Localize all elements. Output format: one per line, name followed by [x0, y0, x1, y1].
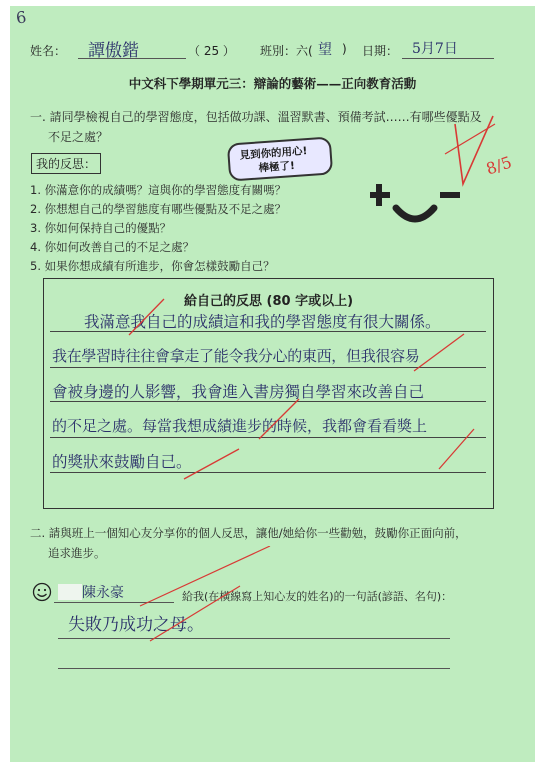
reflection-label: 我的反思：: [31, 153, 101, 174]
date-value: 5月7日: [412, 41, 458, 57]
date-label: 日期：: [362, 44, 399, 58]
class-value: 望: [318, 42, 332, 58]
answer-line-1: 我滿意我自己的成績這和我的學習態度有很大關係。: [84, 313, 441, 331]
teacher-section2-strokes: [130, 546, 310, 646]
stamp-line1: 見到你的用心!: [239, 145, 308, 162]
quote-line-2: [58, 668, 450, 669]
question-4: 4. 你如何改善自己的不足之處？: [30, 240, 195, 254]
question-1: 1. 你滿意你的成績嗎？這與你的學習態度有關嗎？: [30, 183, 287, 197]
section1-prompt-line1: 一. 請同學檢視自己的學習態度，包括做功課、溫習默書、預備考試……有哪些優點及: [30, 110, 482, 124]
answer-box-title: 給自己的反思 (80 字或以上): [183, 294, 354, 309]
answer-line-3: 會被身邊的人影響，我會進入書房獨自學習來改善自己: [52, 383, 425, 401]
plus-minus-face-icon: [370, 174, 470, 234]
page-title: 中文科下學期單元三：辯論的藝術——正向教育活動: [128, 76, 417, 91]
question-2: 2. 你想想自己的學習態度有哪些優點及不足之處？: [30, 202, 287, 216]
redaction-mark: [58, 584, 82, 600]
student-name: 譚傲鍇: [88, 41, 139, 61]
stamp-line2: 棒極了!: [258, 159, 296, 175]
answer-line-2: 我在學習時往往會拿走了能令我分心的東西，但我很容易: [52, 347, 420, 365]
question-5: 5. 如果你想成績有所進步，你會怎樣鼓勵自己？: [30, 259, 275, 273]
class-close: ): [342, 42, 347, 56]
worksheet: [10, 6, 535, 762]
reflection-answer-box: [43, 278, 494, 509]
answer-line-5: 的獎狀來鼓勵自己。: [52, 453, 192, 471]
date-underline: [402, 58, 494, 59]
section1-prompt-line2: 不足之處？: [48, 130, 109, 144]
corner-mark: 6: [14, 7, 28, 28]
friend-quote: 失敗乃成功之母。: [68, 615, 204, 635]
teacher-stamp: [227, 136, 333, 181]
class-number: （ 25 ）: [188, 44, 235, 58]
answer-line-4: 的不足之處。每當我想成績進步的時候，我都會看看獎上: [52, 417, 428, 435]
teacher-marking-strokes: [44, 279, 493, 508]
friend-name: 陳永豪: [82, 585, 124, 601]
smiley-face-icon: [32, 582, 52, 602]
name-underline: [78, 58, 186, 59]
class-label: 班別：六(: [260, 44, 313, 58]
question-3: 3. 你如何保持自己的優點？: [30, 221, 172, 235]
name-label: 姓名：: [30, 44, 67, 58]
section2-prompt-line2: 追求進步。: [48, 546, 106, 560]
give-me-text: 給我(在橫線寫上知心友的姓名)的一句話(諺語、名句)：: [182, 590, 453, 603]
teacher-score: 8/5: [483, 152, 515, 179]
section2-prompt-line1: 二. 請與班上一個知心友分享你的個人反思，讓他/她給你一些勸勉，鼓勵你正面向前，: [30, 526, 467, 540]
